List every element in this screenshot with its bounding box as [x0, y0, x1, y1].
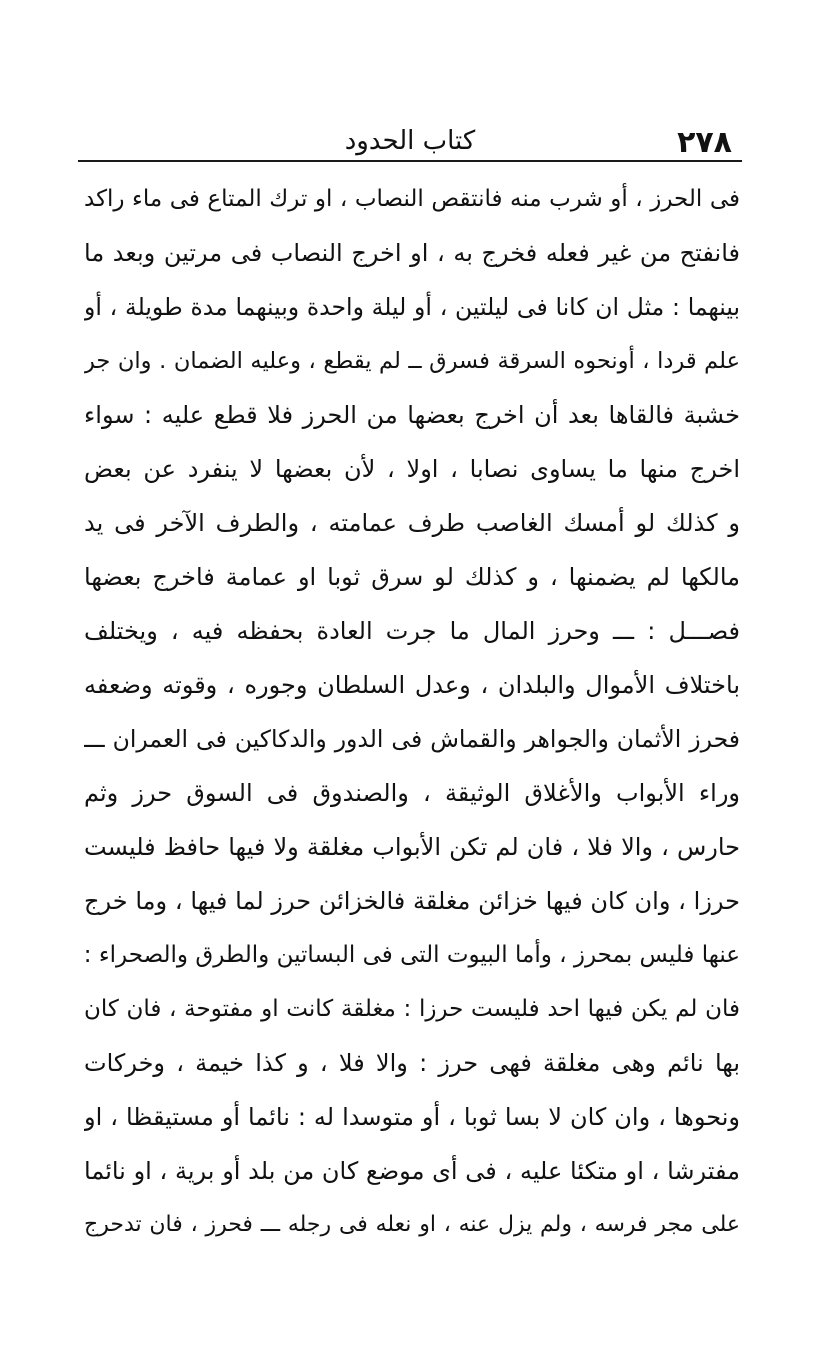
- text-line: بينهما : مثل ان كانا فى ليلتين ، أو ليلة واحدة وبينهما مدة طويلة ، أو: [84, 293, 740, 321]
- text-line: فحرز الأثمان والجواهر والقماش فى الدور والدكاكين فى العمران ـــ: [84, 725, 740, 753]
- text-line: حرزا ، وان كان فيها خزائن مغلقة فالخزائن حرز لما فيها ، وما خرج: [84, 887, 740, 915]
- body-text: [84, 172, 740, 1252]
- text-line: باختلاف الأموال والبلدان ، وعدل السلطان وجوره ، وقوته وضعفه: [84, 671, 740, 699]
- text-line: فان لم يكن فيها احد فليست حرزا : مغلقة كانت او مفتوحة ، فان كان: [84, 996, 740, 1022]
- text-line: بها نائم وهى مغلقة فهى حرز : والا فلا ، و كذا خيمة ، وخركات: [84, 1049, 740, 1077]
- text-line: علم قردا ، أونحوه السرقة فسرق ــ لم يقطع ، وعليه الضمان . وان جر: [84, 348, 740, 374]
- running-head: [78, 120, 742, 162]
- text-line: عنها فليس بمحرز ، وأما البيوت التى فى البساتين والطرق والصحراء :: [84, 942, 740, 968]
- text-line: ونحوها ، وان كان لا بسا ثوبا ، أو متوسدا له : نائما أو مستيقظا ، او: [84, 1103, 740, 1131]
- text-line: على مجر فرسه ، ولم يزل عنه ، او نعله فى رجله ـــ فحرز ، فان تدحرج: [84, 1212, 740, 1237]
- section-heading-line: فصـــل : ـــ وحرز المال ما جرت العادة بحفظه فيه ، ويختلف: [84, 617, 740, 645]
- text-line: مفترشا ، او متكئا عليه ، فى أى موضع كان من بلد أو برية ، او نائما: [84, 1157, 740, 1185]
- text-line: مالكها لم يضمنها ، و كذلك لو سرق ثوبا او عمامة فاخرج بعضها: [84, 563, 740, 591]
- header-rule: [78, 160, 742, 162]
- text-line: فانفتح من غير فعله فخرج به ، او اخرج النصاب فى مرتين وبعد ما: [84, 239, 740, 267]
- text-line: وراء الأبواب والأغلاق الوثيقة ، والصندوق فى السوق حرز وثم: [84, 779, 740, 807]
- text-line: و كذلك لو أمسك الغاصب طرف عمامته ، والطرف الآخر فى يد: [84, 509, 740, 537]
- text-line: اخرج منها ما يساوى نصابا ، اولا ، لأن بعضها لا ينفرد عن بعض: [84, 455, 740, 483]
- page-number: ٢٧٨: [677, 125, 732, 160]
- text-line: فى الحرز ، أو شرب منه فانتقص النصاب ، او ترك المتاع فى ماء راكد: [84, 186, 740, 212]
- text-line: حارس ، والا فلا ، فان لم تكن الأبواب مغلقة ولا فيها حافظ فليست: [84, 833, 740, 861]
- text-line: خشبة فالقاها بعد أن اخرج بعضها من الحرز فلا قطع عليه : سواء: [84, 401, 740, 429]
- chapter-title: كتاب الحدود: [344, 126, 476, 156]
